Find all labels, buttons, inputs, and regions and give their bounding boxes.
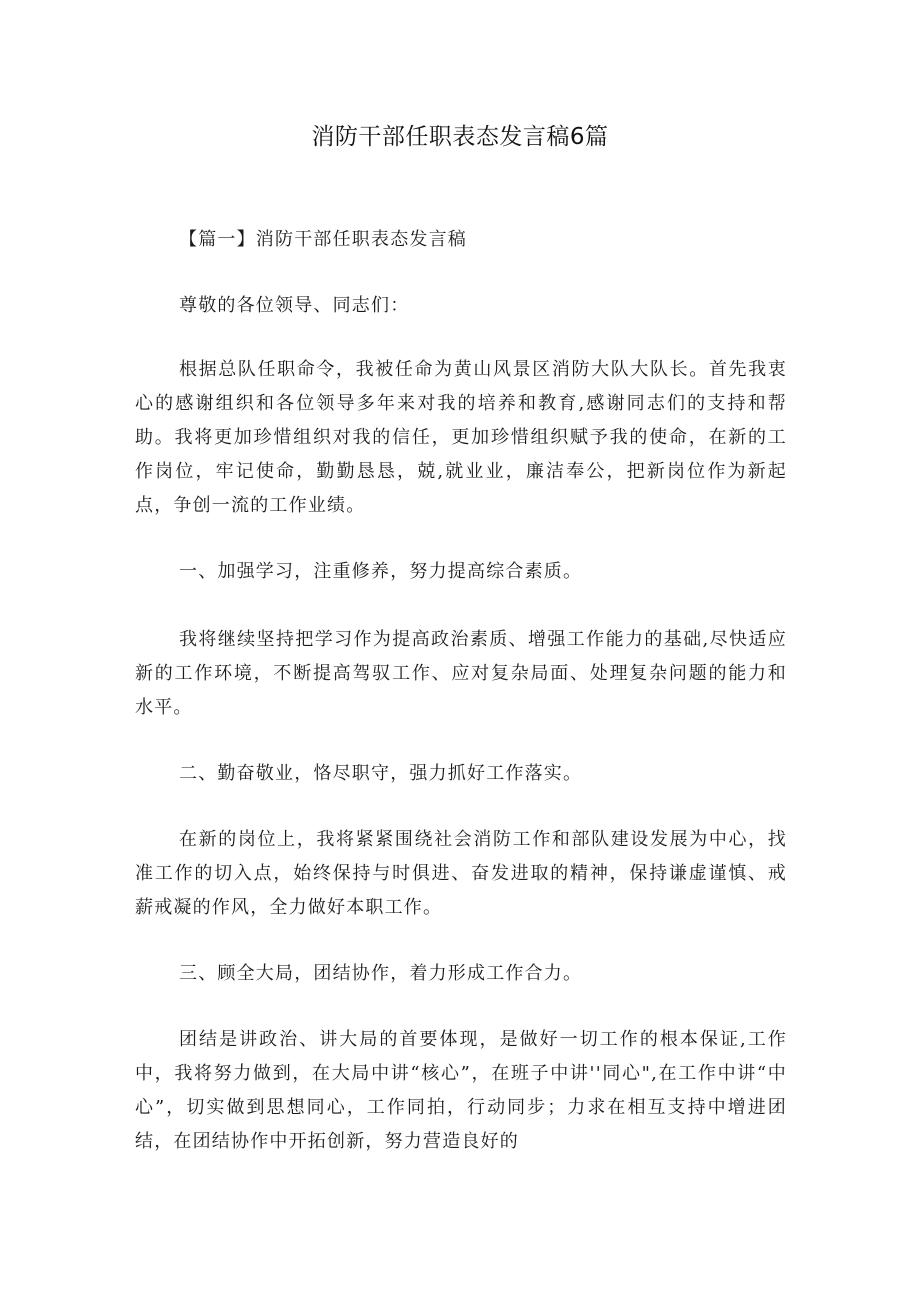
salutation: 尊敬的各位领导、同志们：: [179, 295, 410, 316]
section-heading-part-one: 【篇一】消防干部任职表态发言稿: [179, 229, 467, 250]
point-one-body: 我将继续坚持把学习作为提高政治素质、增强工作能力的基础,尽快适应新的工作环境，不断提高驾驭工作、应对复杂局面、处理复杂问题的能力和水平。: [135, 629, 787, 718]
point-three-body: 团结是讲政治、讲大局的首要体现，是做好一切工作的根本保证,工作中，我将努力做到，在大局中讲“核心”，在班子中讲''同心",在工作中讲“中心”，切实做到思想同心，工作同拍，行动同步；力求在相互支持中增进团结，在团结协作中开拓创新，努力营造良好的: [135, 1029, 787, 1152]
document-title: 消防干部任职表态发言稿6篇: [311, 124, 609, 150]
intro-paragraph: 根据总队任职命令，我被任命为黄山风景区消防大队大队长。首先我衷心的感谢组织和各位领导多年来对我的培养和教育,感谢同志们的支持和帮助。我将更加珍惜组织对我的信任，更加珍惜组织赋予我的使命，在新的工作岗位，牢记使命，勤勤恳恳，兢,就业业，廉洁奉公，把新岗位作为新起点，争创一流的工作业绩。: [135, 359, 787, 516]
point-two-body: 在新的岗位上，我将紧紧围绕社会消防工作和部队建设发展为中心，找准工作的切入点，始终保持与时俱进、奋发进取的精神，保持谦虚谨慎、戒薪戒凝的作风，全力做好本职工作。: [135, 829, 787, 918]
point-two-heading: 二、勤奋敬业，恪尽职守，强力抓好工作落实。: [179, 763, 583, 784]
point-three-heading: 三、顾全大局，团结协作，着力形成工作合力。: [179, 963, 583, 984]
point-one-heading: 一、加强学习，注重修养，努力提高综合素质。: [179, 561, 583, 582]
